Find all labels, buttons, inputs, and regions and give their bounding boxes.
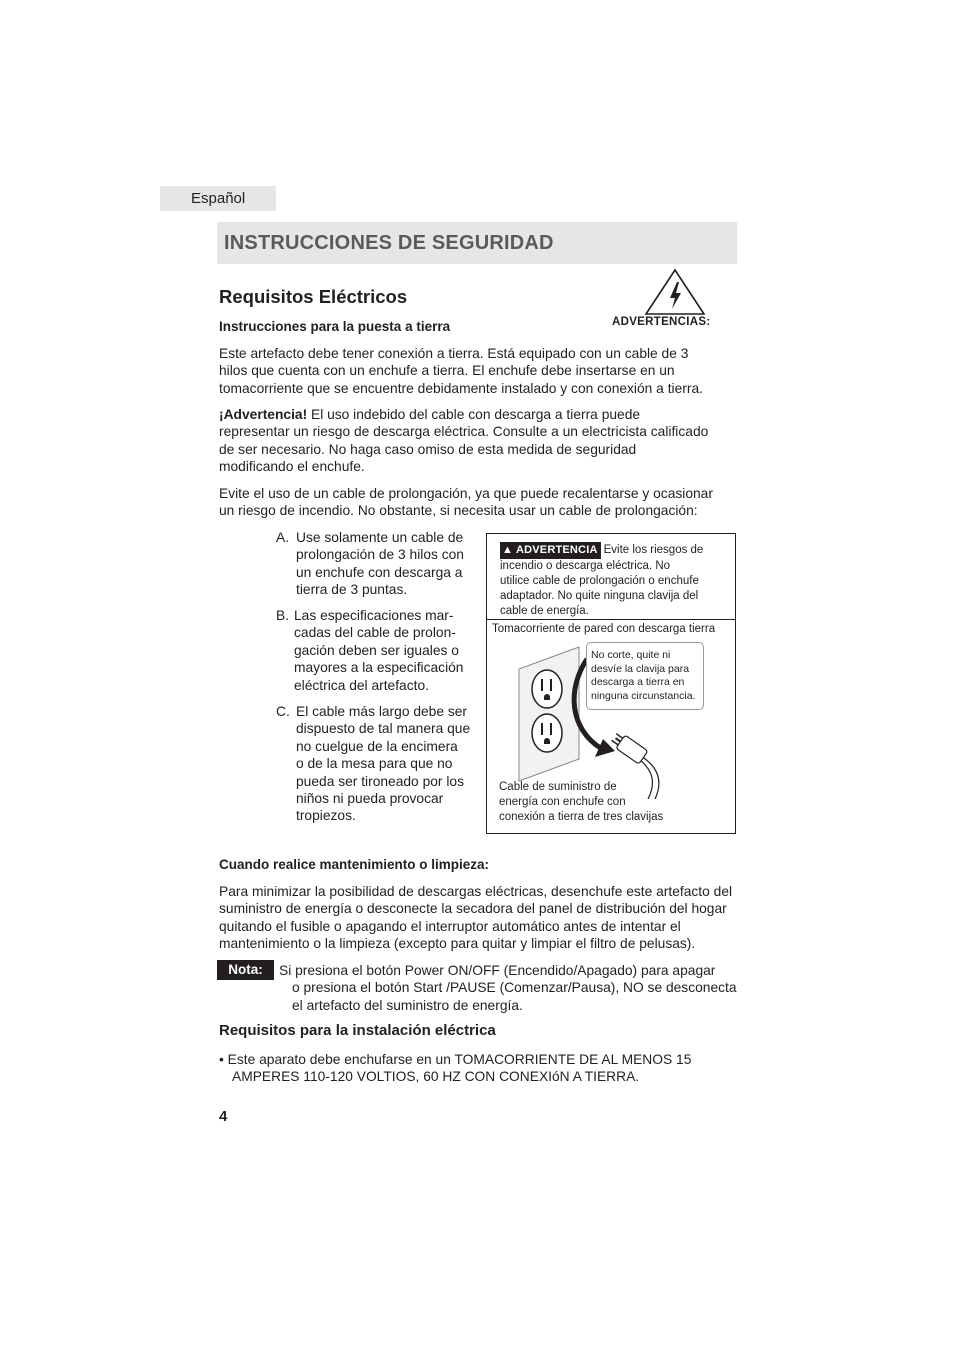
diagram-warning-text xyxy=(500,542,728,619)
text-line: eléctrica del artefacto. xyxy=(294,677,429,693)
installation-bullet xyxy=(219,1051,759,1086)
text-line: Si presiona el botón Power ON/OFF (Encendido/Apagado) para apagar xyxy=(279,963,716,978)
text-line xyxy=(500,542,728,559)
text-line: el artefacto del suministro de energía. xyxy=(292,997,523,1013)
text-line: tropiezos. xyxy=(296,808,356,824)
text-line xyxy=(219,406,739,423)
text-line: tomacorriente que se encuentre debidamente instalado y con conexión a tierra. xyxy=(219,380,703,396)
maintenance-paragraph xyxy=(219,883,759,953)
extension-cord-paragraph xyxy=(219,485,749,520)
warning-bold: ¡Advertencia! xyxy=(219,407,308,422)
text-line: representar un riesgo de descarga eléctrica. Consulte a un electricista calificado xyxy=(219,424,709,440)
text-line: pueda ser tironeado por los xyxy=(296,773,464,789)
diagram-divider xyxy=(487,619,735,620)
text-line: prolongación de 3 hilos con xyxy=(296,547,464,563)
text-line: un enchufe con descarga a xyxy=(296,564,463,580)
language-tab: Español xyxy=(160,186,276,211)
grounding-paragraph xyxy=(219,345,739,397)
list-label: B. xyxy=(276,608,290,623)
outlet-receptacle-top xyxy=(532,670,562,708)
text-span: El uso indebido del cable con descarga a tierra puede xyxy=(307,407,641,422)
text-line: mayores a la especificación xyxy=(294,660,464,676)
text-line: gación deben ser iguales o xyxy=(294,642,459,658)
note-text xyxy=(279,962,759,1014)
note-badge: Nota: xyxy=(217,960,274,980)
text-line: dispuesto de tal manera que xyxy=(296,721,471,737)
electric-hazard-icon xyxy=(644,268,706,316)
electrical-heading: Requisitos Eléctricos xyxy=(219,286,408,307)
maintenance-heading: Cuando realice mantenimiento o limpieza: xyxy=(219,857,490,872)
section-title-bar xyxy=(217,222,737,264)
text-line: AMPERES 110-120 VOLTIOS, 60 HZ CON CONEXIóN A TIERRA. xyxy=(232,1069,640,1085)
text-line: ninguna circunstancia. xyxy=(591,689,696,702)
text-line: incendio o descarga eléctrica. No xyxy=(500,560,671,572)
warnings-label: ADVERTENCIAS: xyxy=(612,316,711,328)
text-line: de ser necesario. No haga caso omiso de esta medida de seguridad xyxy=(219,441,637,457)
text-line: conexión a tierra de tres clavijas xyxy=(499,811,664,823)
advertencia-badge xyxy=(500,542,601,559)
text-line: no cuelgue de la encimera xyxy=(296,738,458,754)
page-number: 4 xyxy=(219,1108,228,1125)
text-line: Evite el uso de un cable de prolongación, ya que puede recalentarse y ocasionar xyxy=(219,486,713,501)
text-line: cable de energía. xyxy=(500,605,589,617)
text-line: cadas del cable de prolon- xyxy=(294,625,456,641)
text-line: Use solamente un cable de xyxy=(296,530,464,545)
text-line: suministro de energía o desconecte la secadora del panel de distribución del hogar xyxy=(219,901,727,917)
text-line: adaptador. No quite ninguna clavija del xyxy=(500,590,699,602)
text-line: quitando el fusible o apagando el interruptor automático antes de intentar el xyxy=(219,918,681,934)
text-line: • Este aparato debe enchufarse en un TOMACORRIENTE DE AL MENOS 15 xyxy=(219,1052,692,1067)
do-not-cut-callout xyxy=(586,642,704,710)
list-label: A. xyxy=(276,530,290,545)
text-line: modificando el enchufe. xyxy=(219,459,365,475)
warning-paragraph xyxy=(219,406,739,476)
text-line: Para minimizar la posibilidad de descargas eléctricas, desenchufe este artefacto del xyxy=(219,884,733,899)
text-line: Este artefacto debe tener conexión a tierra. Está equipado con un cable de 3 xyxy=(219,346,689,361)
text-line: El cable más largo debe ser xyxy=(296,704,468,719)
grounding-diagram-box xyxy=(486,533,736,834)
text-line: un riesgo de incendio. No obstante, si necesita usar un cable de prolongación: xyxy=(219,503,698,519)
text-line: Las especificaciones mar- xyxy=(294,608,454,623)
text-line: energía con enchufe con xyxy=(499,796,626,808)
text-line: niños ni pueda provocar xyxy=(296,791,444,807)
text-line: descarga a tierra en xyxy=(591,676,685,688)
outlet-label: Tomacorriente de pared con descarga tierra xyxy=(492,623,716,635)
list-label: C. xyxy=(276,704,290,719)
text-line: desvíe la clavija para xyxy=(591,662,690,675)
text-span: Evite los riesgos de xyxy=(603,544,704,556)
text-line: hilos que cuenta con un enchufe a tierra. El enchufe debe insertarse en un xyxy=(219,363,675,379)
text-line: o de la mesa para que no xyxy=(296,756,453,772)
badge-label: ADVERTENCIA xyxy=(515,544,598,556)
text-line: tierra de 3 puntas. xyxy=(296,582,408,598)
text-line: Cable de suministro de xyxy=(499,781,617,793)
text-line: mantenimiento o la limpieza (excepto para quitar y limpiar el filtro de pelusas). xyxy=(219,936,696,952)
text-line: utilice cable de prolongación o enchufe xyxy=(500,575,699,587)
power-cord-label xyxy=(499,780,689,825)
warning-triangle-icon: ▲ xyxy=(502,544,514,556)
grounding-heading: Instrucciones para la puesta a tierra xyxy=(219,319,451,334)
installation-heading: Requisitos para la instalación eléctrica xyxy=(219,1022,496,1039)
text-line: o presiona el botón Start /PAUSE (Comenzar/Pausa), NO se desconecta xyxy=(292,980,737,996)
text-line: No corte, quite ni xyxy=(591,649,671,661)
section-title: INSTRUCCIONES DE SEGURIDAD xyxy=(224,232,554,254)
outlet-receptacle-bottom xyxy=(532,714,562,752)
